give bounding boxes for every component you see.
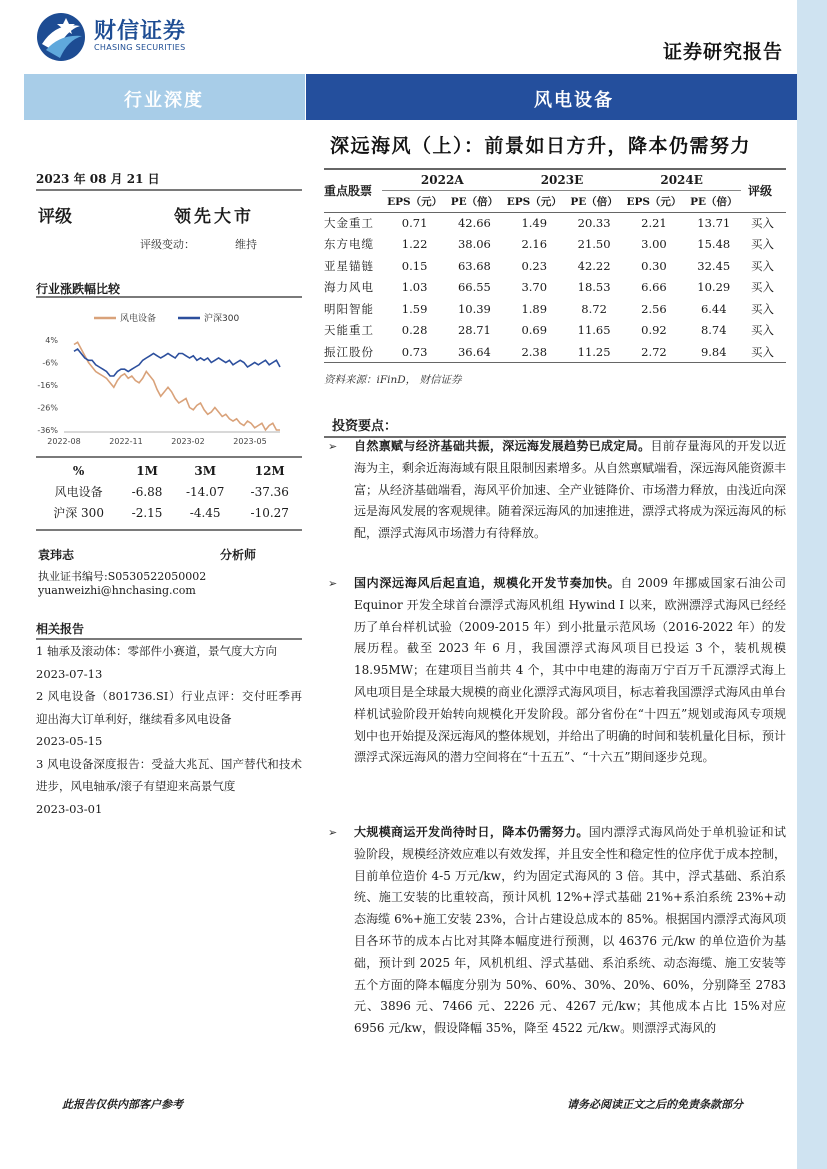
table-cell: 0.71 xyxy=(401,216,428,230)
stock-name: 天能重工 xyxy=(324,323,374,338)
point-body: 国内漂浮式海风尚处于单机验证和试验阶段，规模经济效应难以有效发挥，并且安全性和稳定性的位序优于成本控制，目前单位造价 4-5 万元/kw，约为固定式海风的 3 倍。其中，浮式基础、系泊系统、施工安装的比重较高，预计风机 12%+浮式基础 21%+系泊系统 23%+动态海缆 6%+施工安装 23%，合计占建设总成本的 85%。根据国内漂浮式海风项目各环节的成本占比对其降本幅度进行预测，以 46376 元/kw 的单位造价为基础，预计到 2025 年，风机机组、浮式基础、系泊系统、动态海缆、施工安装等五个方面的降本幅度分别为 50%、60%、30%、20%、60%，分别降至 2783 元、3896 元、7466 元、2226 元、4267 元/kw；其他成本占比 15%对应 6956 元/kw，假设降幅 35%，降至 4522 元/kw。则漂浮式海风的 xyxy=(354,825,787,1036)
table-cell: 1.22 xyxy=(401,237,428,252)
table-cell: 21.50 xyxy=(577,237,611,252)
stock-name: 海力风电 xyxy=(324,280,374,295)
stock-rating: 买入 xyxy=(751,216,774,230)
table-header: 3M xyxy=(194,463,216,478)
rating-value: 领先大市 xyxy=(174,207,254,227)
stock-name: 亚星锚链 xyxy=(324,258,374,273)
divider xyxy=(36,189,302,191)
key-stocks-table xyxy=(324,168,786,363)
table-cell: 1.59 xyxy=(401,301,428,316)
table-cell: 15.48 xyxy=(697,237,731,252)
stock-rating: 买入 xyxy=(741,341,786,363)
series-line xyxy=(74,349,280,376)
related-report-date: 2023-03-01 xyxy=(36,801,103,816)
footer-disclaimer: 请务必阅读正文之后的免责条款部分 xyxy=(567,1098,743,1111)
table-header-eps: EPS（元） xyxy=(382,191,446,213)
rating-change-value: 维持 xyxy=(235,238,257,251)
table-cell: 36.64 xyxy=(447,341,502,363)
investment-highlights-title: 投资要点： xyxy=(332,419,398,434)
table-cell: 1.03 xyxy=(401,280,428,295)
table-cell: 28.71 xyxy=(457,323,491,338)
report-type: 证券研究报告 xyxy=(662,41,783,63)
table-cell: 风电设备 xyxy=(54,485,103,499)
rating-label: 评级 xyxy=(38,207,72,227)
x-tick-label: 2022-08 xyxy=(47,437,81,446)
x-tick-label: 2023-02 xyxy=(171,437,205,446)
stock-name: 大金重工 xyxy=(324,216,374,230)
table-cell: -37.36 xyxy=(250,484,289,499)
stock-rating: 买入 xyxy=(751,258,774,273)
table-cell: 42.22 xyxy=(577,258,611,273)
investment-point xyxy=(324,822,786,1040)
stock-name: 东方电缆 xyxy=(324,237,374,252)
related-reports-list xyxy=(36,640,302,820)
table-subheader-row xyxy=(324,191,786,213)
report-date: 2023 年 08 月 21 日 xyxy=(36,172,160,186)
table-cell: 0.23 xyxy=(521,258,548,273)
arrow-bullet-icon: ➢ xyxy=(328,577,338,590)
table-header-pe: PE（倍） xyxy=(447,191,502,213)
table-cell: 2.56 xyxy=(641,301,667,316)
table-cell: 0.28 xyxy=(401,323,428,338)
table-cell: 0.30 xyxy=(641,258,667,273)
table-cell: 11.25 xyxy=(566,341,621,363)
related-reports-title: 相关报告 xyxy=(36,622,85,636)
table-cell: 6.44 xyxy=(700,301,727,316)
arrow-bullet-icon: ➢ xyxy=(328,440,338,453)
table-cell: 2.21 xyxy=(641,216,667,230)
table-cell: 63.68 xyxy=(457,258,491,273)
table-cell: 2.16 xyxy=(521,237,548,252)
table-cell: -6.88 xyxy=(131,484,163,499)
table-row xyxy=(324,255,786,277)
point-lead: 自然禀赋与经济基础共振，深远海发展趋势已成定局。 xyxy=(354,439,651,453)
table-cell: -14.07 xyxy=(185,484,225,499)
table-header-year: 2022A xyxy=(382,169,502,191)
table-cell: 8.74 xyxy=(700,323,727,338)
table-source: 资料来源：iFinD， 财信证券 xyxy=(324,374,462,386)
footer-note: 此报告仅供内部客户参考 xyxy=(62,1098,183,1111)
table-header: 重点股票 xyxy=(324,169,382,212)
arrow-bullet-icon: ➢ xyxy=(328,826,338,839)
table-header-year: 2024E xyxy=(622,169,742,191)
table-cell: 3.00 xyxy=(641,237,667,252)
table-cell: 20.33 xyxy=(577,216,611,230)
y-tick-label: -16% xyxy=(37,381,58,390)
related-report-item[interactable]: 2 风电设备（801736.SI）行业点评：交付旺季再迎出海大订单利好，继续看多风电设备 xyxy=(36,689,302,726)
stock-rating: 买入 xyxy=(751,323,774,338)
table-cell: 0.69 xyxy=(521,323,548,338)
company-subtitle: CHASING SECURITIES xyxy=(94,43,186,52)
banner-industry xyxy=(306,74,797,120)
analyst-certificate: 执业证书编号:S0530522050002 xyxy=(38,570,207,583)
key-stocks-body xyxy=(324,212,786,363)
table-cell: 2.72 xyxy=(622,341,686,363)
table-cell: 3.70 xyxy=(521,280,548,295)
table-header-eps: EPS（元） xyxy=(622,191,686,213)
related-report-date: 2023-05-15 xyxy=(36,734,103,748)
table-row xyxy=(324,277,786,299)
table-cell: 10.39 xyxy=(457,301,491,316)
rating-change-label: 评级变动： xyxy=(140,238,195,251)
company-logo xyxy=(36,12,206,62)
investment-point xyxy=(324,436,786,545)
report-title: 深远海风（上）：前景如日方升，降本仍需努力 xyxy=(330,135,752,157)
table-cell: 10.29 xyxy=(697,280,731,295)
table-cell: 11.65 xyxy=(577,323,611,338)
legend-label: 风电设备 xyxy=(120,314,157,324)
table-cell: 0.73 xyxy=(382,341,446,363)
y-tick-label: -36% xyxy=(37,426,58,435)
table-header: % xyxy=(72,463,85,478)
x-tick-label: 2023-05 xyxy=(233,437,267,446)
table-row xyxy=(324,341,786,363)
chart-section-title: 行业涨跌幅比较 xyxy=(36,282,121,296)
banner xyxy=(24,74,797,120)
table-cell: 42.66 xyxy=(457,216,491,230)
side-strip xyxy=(797,0,827,1169)
y-tick-label: -26% xyxy=(37,403,58,413)
banner-category-label: 行业深度 xyxy=(124,90,204,111)
company-name: 财信证券 xyxy=(94,19,187,44)
analyst-email: yuanweizhi@hnchasing.com xyxy=(38,584,196,597)
table-row xyxy=(324,320,786,342)
table-cell: -2.15 xyxy=(131,505,163,520)
table-cell: 1.49 xyxy=(521,216,548,230)
stock-rating: 买入 xyxy=(751,280,774,295)
stock-rating: 买入 xyxy=(751,301,774,316)
stock-name: 振江股份 xyxy=(324,341,382,363)
table-header-eps: EPS（元） xyxy=(502,191,566,213)
table-cell: -4.45 xyxy=(189,505,221,520)
table-cell: 9.84 xyxy=(686,341,741,363)
table-header-pe: PE（倍） xyxy=(686,191,741,213)
performance-table xyxy=(36,460,302,523)
table-header: 12M xyxy=(254,463,285,478)
banner-category xyxy=(24,74,306,120)
stock-rating: 买入 xyxy=(751,237,774,252)
legend-label: 沪深300 xyxy=(204,314,240,324)
table-header: 1M xyxy=(136,463,158,478)
table-cell: 13.71 xyxy=(697,216,731,230)
point-lead: 大规模商运开发尚待时日，降本仍需努力。 xyxy=(354,825,589,839)
table-row xyxy=(324,234,786,256)
divider xyxy=(36,296,302,298)
divider xyxy=(36,529,302,531)
table-cell: 38.06 xyxy=(457,237,491,252)
table-header-pe: PE（倍） xyxy=(566,191,621,213)
related-report-date: 2023-07-13 xyxy=(36,666,103,681)
related-report-item[interactable]: 3 风电设备深度报告：受益大兆瓦、国产替代和技术进步，风电轴承/滚子有望迎来高景气度 xyxy=(36,756,302,793)
logo-mark-icon xyxy=(36,12,86,62)
performance-chart xyxy=(36,308,302,448)
point-lead: 国内深远海风后起直追，规模化开发节奏加快。 xyxy=(354,576,621,590)
table-cell: 1.89 xyxy=(521,301,548,316)
y-tick-label: -6% xyxy=(42,358,58,368)
table-row xyxy=(324,298,786,320)
table-header-row xyxy=(36,460,302,481)
table-cell: 2.38 xyxy=(502,341,566,363)
table-header-row xyxy=(324,169,786,191)
point-body: 目前存量海风的开发以近海为主，剩余近海海域有限且限制因素增多。从自然禀赋端看，深远海风能资源丰富；从经济基础端看，海风平价加速、全产业链降价、市场潜力释放，由浅近向深远是海风发展的客观规律。随着深远海风的加速推进，漂浮式将成为深远海风的标配，漂浮式海风市场潜力有待释放。 xyxy=(354,439,787,541)
table-header-year: 2023E xyxy=(502,169,622,191)
table-cell: 32.45 xyxy=(697,258,731,273)
table-cell: 66.55 xyxy=(457,280,491,295)
table-cell: 8.72 xyxy=(581,301,607,316)
table-cell: 0.92 xyxy=(641,323,667,338)
stock-name: 明阳智能 xyxy=(324,301,374,316)
banner-industry-label: 风电设备 xyxy=(534,90,614,111)
table-cell: 0.15 xyxy=(401,258,428,273)
point-body: 自 2009 年挪威国家石油公司 Equinor 开发全球首台漂浮式海风机组 Hywind I 以来，欧洲漂浮式海风已经经历了单台样机试验（2009-2015 年）到小批量示范风场（2016-2022 年）的发展历程。截至 2023 年 6 月，我国漂浮式海风项目已投运 3 个，装机规模 18.95MW；在建项目当前共 4 个，其中中电建的海南万宁百万千瓦漂浮式海上风电项目是全球最大规模的商业化漂浮式海风项目，标志着我国漂浮式海风由单台样机试验阶段开始转向规模化开发阶段。部分省份在“十四五”规划或海风专项规划中也开始提及深远海风的整体规划，并给出了明确的时间和装机量化目标，预计漂浮式深远海风的潜力空间将在“十五五”、“十六五”期间逐步兑现。 xyxy=(354,576,787,765)
table-header: 评级 xyxy=(741,169,786,212)
table-cell: 6.66 xyxy=(641,280,667,295)
analyst-title: 分析师 xyxy=(220,548,257,562)
analyst-name: 袁玮志 xyxy=(38,548,75,562)
header xyxy=(0,0,797,80)
table-cell: -10.27 xyxy=(250,505,289,520)
table-row xyxy=(36,502,302,523)
table-cell: 18.53 xyxy=(577,280,611,295)
table-cell: 沪深 300 xyxy=(53,506,104,520)
divider xyxy=(36,456,302,458)
x-tick-label: 2022-11 xyxy=(109,437,143,446)
related-report-item[interactable]: 1 轴承及滚动体：零部件小赛道，景气度大方向 xyxy=(36,644,277,658)
table-row xyxy=(324,212,786,234)
investment-point xyxy=(324,573,786,769)
y-tick-label: 4% xyxy=(45,336,58,345)
table-row xyxy=(36,481,302,502)
